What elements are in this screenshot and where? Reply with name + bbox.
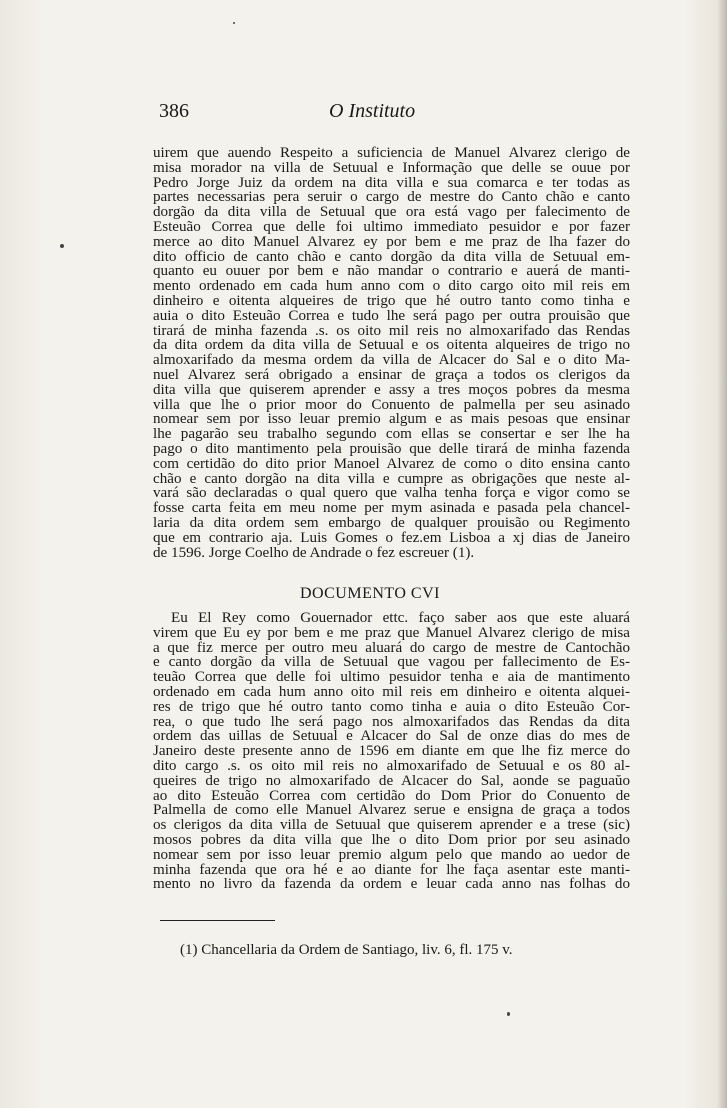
text-line: lhe pagarão seu trabalho segundo com ellas se consertar e ser lhe ha bbox=[153, 426, 630, 443]
text-line: Eu El Rey como Gouernador ettc. faço saber aos que este aluará bbox=[171, 610, 630, 626]
text-line: queires de trigo no almoxarifado de Alcacer do Sal, aonde se paguaŭo bbox=[153, 772, 630, 789]
page-number: 386 bbox=[159, 100, 189, 122]
text-line: dorgão da dita villa de Setuual que ora está vago per falecimento de bbox=[153, 204, 630, 221]
text-line: merce ao dito Manuel Alvarez ey por bem e me praz de lha fazer do bbox=[153, 233, 630, 250]
running-head: O Instituto bbox=[329, 100, 416, 122]
text-line: dinheiro e oitenta alqueires de trigo que hé outro tanto como tinha e bbox=[153, 292, 630, 309]
text-line: auia o dito Esteuão Correa e tudo lhe será pago per outra prouisão que bbox=[153, 307, 630, 324]
text-line: ordem das uillas de Setuual e Alcacer do Sal de onze dias do mes de bbox=[153, 728, 630, 745]
body-text-document bbox=[153, 611, 630, 892]
text-line: chão e canto dorgão na dita villa e cumpre as obrigações que neste al- bbox=[153, 470, 630, 487]
text-line: e canto dorgão da villa de Setuual que vagou per fallecimento de Es- bbox=[153, 654, 630, 671]
text-line: a que fiz merce per outro meu aluará do cargo de mestre de Cantochão bbox=[153, 639, 630, 656]
text-line: ordenado em cada hum anno oito mil reis em dinheiro e oitenta alquei- bbox=[153, 683, 630, 700]
footnote-rule bbox=[160, 920, 275, 921]
text-line: vará são declaradas o qual quero que valha tenha força e vigor como se bbox=[153, 485, 630, 502]
footnote: (1) Chancellaria da Ordem de Santiago, liv. 6, fl. 175 v. bbox=[180, 942, 513, 958]
text-line: minha fazenda que ora hé e ao diante for lhe faça asentar este manti- bbox=[153, 861, 630, 878]
page-edge-shadow bbox=[717, 0, 727, 1108]
text-line: villa que lhe o prior moor do Conuento de palmella per seu asinado bbox=[153, 396, 630, 413]
text-line: dito officio de canto chão e canto dorgão da dita villa de Setuual em- bbox=[153, 248, 630, 265]
text-line: nomear sem por isso leuar premio algum e as mais pesoas que ensinar bbox=[153, 411, 630, 428]
text-line: almoxarifado da mesma ordem da villa de Alcacer do Sal e o dito Ma- bbox=[153, 352, 630, 369]
text-line: quanto eu ouuer por bem e não mandar o contrario e auerá de manti- bbox=[153, 263, 630, 280]
text-line: uirem que auendo Respeito a suficiencia de Manuel Alvarez clerigo de bbox=[153, 145, 630, 161]
text-line: fosse carta feita em meu nome per mym asinada e pasada pela chancel- bbox=[153, 500, 630, 517]
text-line: Esteuão Correa que delle foi ultimo immediato pesuidor e por fazer bbox=[153, 218, 630, 235]
page-header bbox=[159, 100, 629, 126]
text-line: mento no livro da fazenda da ordem e leuar cada anno nas folhas do bbox=[153, 876, 630, 893]
text-line: rea, o que tudo lhe será pago nos almoxarifados das Rendas da dita bbox=[153, 713, 630, 730]
body-text-continuation bbox=[153, 146, 630, 560]
document-heading: DOCUMENTO CVI bbox=[300, 585, 440, 602]
text-line: mosos pobres da dita villa que lhe o dito Dom prior por seu asinado bbox=[153, 831, 630, 848]
text-line: Janeiro deste presente anno de 1596 em diante em que lhe fiz merce do bbox=[153, 743, 630, 760]
text-line: virem que Eu ey por bem e me praz que Manuel Alvarez clerigo de misa bbox=[153, 624, 630, 641]
text-line: pago o dito mantimento pela prouisão que delle tirará de minha fazenda bbox=[153, 440, 630, 457]
text-line: dita villa que quiserem aprender e assy a tres moços pobres da mesma bbox=[153, 381, 630, 398]
text-line: dito cargo .s. os oito mil reis no almoxarifado de Setuual e os 80 al- bbox=[153, 757, 630, 774]
text-line: laria da dita ordem sem embargo de qualquer prouisão ou Regimento bbox=[153, 514, 630, 531]
text-line: misa morador na villa de Setuual e Informação que delle se ouue por bbox=[153, 159, 630, 176]
text-line: ao dito Esteuão Correa com certidão do Dom Prior do Conuento de bbox=[153, 787, 630, 804]
scan-speck bbox=[507, 1012, 510, 1016]
text-line: Pedro Jorge Juiz da ordem na dita villa e sua comarca e ter todas as bbox=[153, 174, 630, 191]
text-line: com certidão do dito prior Manoel Alvarez de como o dito ensina canto bbox=[153, 455, 630, 472]
text-line: os clerigos da dita villa de Setuual que quiserem aprender e a trese (sic) bbox=[153, 817, 630, 834]
scan-speck bbox=[233, 22, 235, 24]
text-line: res de trigo que hé outro tanto como tinha e auia o dito Esteuão Cor- bbox=[153, 698, 630, 715]
text-line: teuão Correa que delle foi ultimo pesuidor tenha e aia de mantimento bbox=[153, 669, 630, 686]
text-line: nuel Alvarez será obrigado a ensinar de graça a todos os clerigos da bbox=[153, 366, 630, 383]
scan-speck bbox=[60, 244, 64, 248]
text-line: nomear sem por isso leuar premio algum pelo que mando ao uedor de bbox=[153, 846, 630, 863]
text-line: de 1596. Jorge Coelho de Andrade o fez escreuer (1). bbox=[153, 544, 475, 561]
text-line: mento ordenado em cada hum anno com o dito cargo oito mil reis em bbox=[153, 278, 630, 295]
text-line: que em contrario aja. Luis Gomes o fez.em Lisboa a xj dias de Janeiro bbox=[153, 529, 630, 546]
text-line: Palmella de como elle Manuel Alvarez serue e ensigna de graça a todos bbox=[153, 802, 630, 819]
text-line: tirará de minha fazenda .s. os oito mil reis no almoxarifado das Rendas bbox=[153, 322, 630, 339]
text-line: da dita ordem da dita villa de Setuual e os oitenta alqueires de trigo no bbox=[153, 337, 630, 354]
text-line: partes necessarias pera seruir o cargo de mestre do Canto chão e canto bbox=[153, 189, 630, 206]
